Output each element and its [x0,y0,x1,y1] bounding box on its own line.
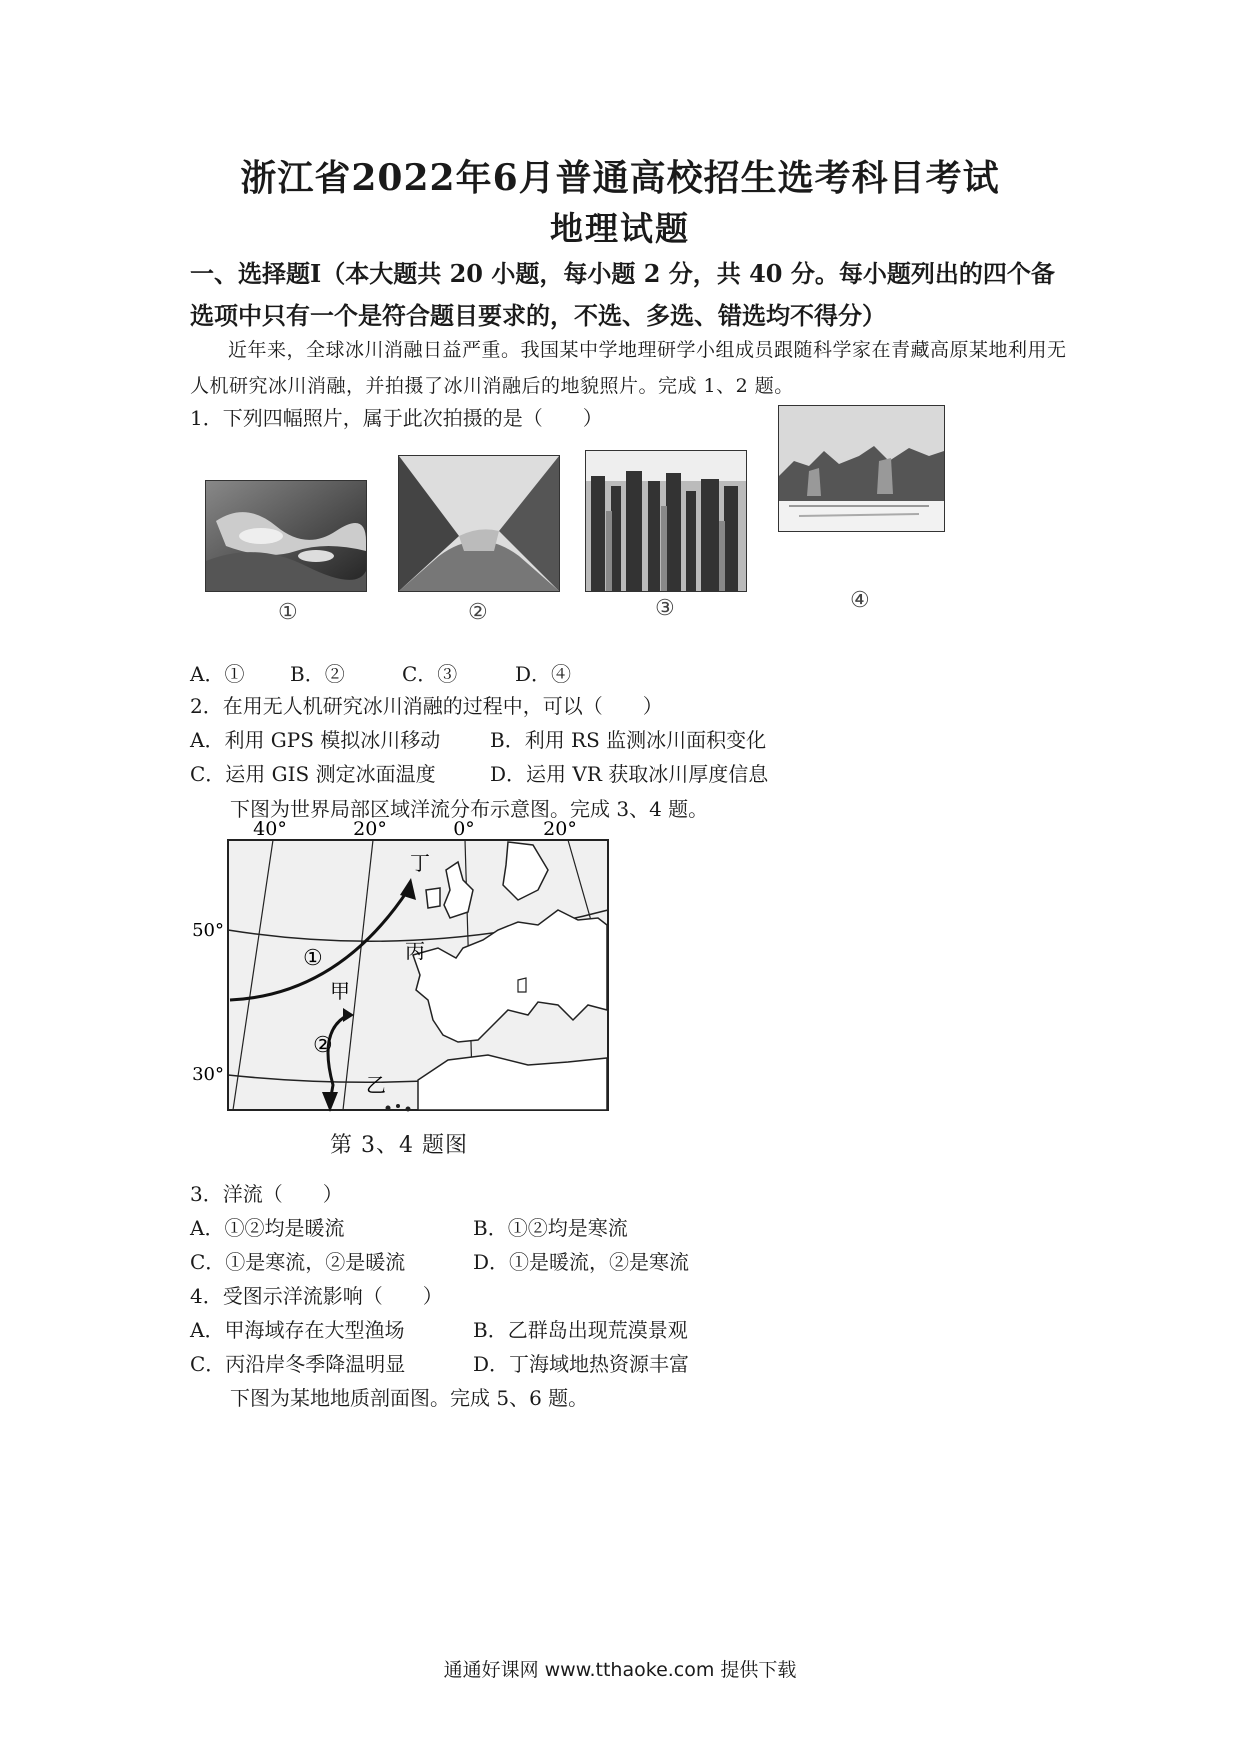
lon-label-0: 0° [453,818,475,840]
page-subtitle: 地理试题 [550,209,690,248]
option-3a: A．①②均是暖流 [190,1216,345,1240]
lat-label-50n: 50° [192,920,224,941]
page-title: 浙江省2022年6月普通高校招生选考科目考试 [240,157,1000,199]
passage-geologic-profile: 下图为某地地质剖面图。完成 5、6 题。 [230,1386,589,1410]
photo-4-image [778,405,945,532]
yardang-landscape-image [779,406,944,531]
option-1d: D．④ [515,662,572,686]
footer-credit: 通通好课网 www.tthaoke.com 提供下载 [443,1659,797,1681]
dune-landscape-image [206,481,366,591]
valley-landscape-image [399,456,559,591]
option-3c: C．①是寒流，②是暖流 [190,1250,406,1274]
place-ding: 丁 [410,851,430,875]
lon-label-20e: 20° [543,818,577,840]
option-1b: B．② [290,662,345,686]
photo-1-label: ① [278,600,298,625]
map-caption: 第 3、4 题图 [330,1133,468,1158]
lon-label-20w: 20° [353,818,387,840]
photo-2-image [398,455,560,592]
option-2a: A．利用 GPS 模拟冰川移动 [190,728,441,752]
option-2b: B．利用 RS 监测冰川面积变化 [490,728,767,752]
photo-3-label: ③ [655,596,675,621]
question-3-stem: 3．洋流（ ） [190,1182,343,1206]
current-1-label: ① [303,946,323,971]
section-heading: 一、选择题Ⅰ（本大题共 20 小题，每小题 2 分，共 40 分。每小题列出的四个备选项中只有一个是符合题目要求的，不选、多选、错选均不得分） [190,259,1055,330]
option-1c: C．③ [402,662,458,686]
place-bing: 丙 [405,939,425,963]
option-4b: B．乙群岛出现荒漠景观 [473,1318,688,1342]
photo-2-label: ② [468,600,488,625]
question-1-stem: 1．下列四幅照片，属于此次拍摄的是（ ） [190,406,603,430]
photo-row [200,450,1070,650]
option-3b: B．①②均是寒流 [473,1216,628,1240]
current-2-label: ② [313,1033,333,1058]
option-4a: A．甲海域存在大型渔场 [190,1318,405,1342]
option-2c: C．运用 GIS 测定冰面温度 [190,762,436,786]
place-yi: 乙 [366,1073,386,1097]
option-4c: C．丙沿岸冬季降温明显 [190,1352,406,1376]
option-4d: D．丁海域地热资源丰富 [473,1352,690,1376]
question-2-stem: 2．在用无人机研究冰川消融的过程中，可以（ ） [190,694,663,718]
stone-forest-image [586,451,746,591]
option-3d: D．①是暖流，②是寒流 [473,1250,690,1274]
lat-label-30n: 30° [192,1064,224,1085]
option-1a: A．① [190,662,245,686]
lon-label-40w: 40° [253,818,287,840]
photo-3-image [585,450,747,592]
option-2d: D．运用 VR 获取冰川厚度信息 [490,762,769,786]
passage-glacier: 近年来，全球冰川消融日益严重。我国某中学地理研学小组成员跟随科学家在青藏高原某地利用无人机研究冰川消融，并拍摄了冰川消融后的地貌照片。完成 1、2 题。 [190,339,1067,397]
place-jia: 甲 [330,979,350,1003]
question-4-stem: 4．受图示洋流影响（ ） [190,1284,443,1308]
ocean-current-map [192,818,608,1110]
photo-1-image [205,480,367,592]
passage-ocean-currents: 下图为世界局部区域洋流分布示意图。完成 3、4 题。 [230,797,709,821]
photo-4-label: ④ [850,588,870,613]
